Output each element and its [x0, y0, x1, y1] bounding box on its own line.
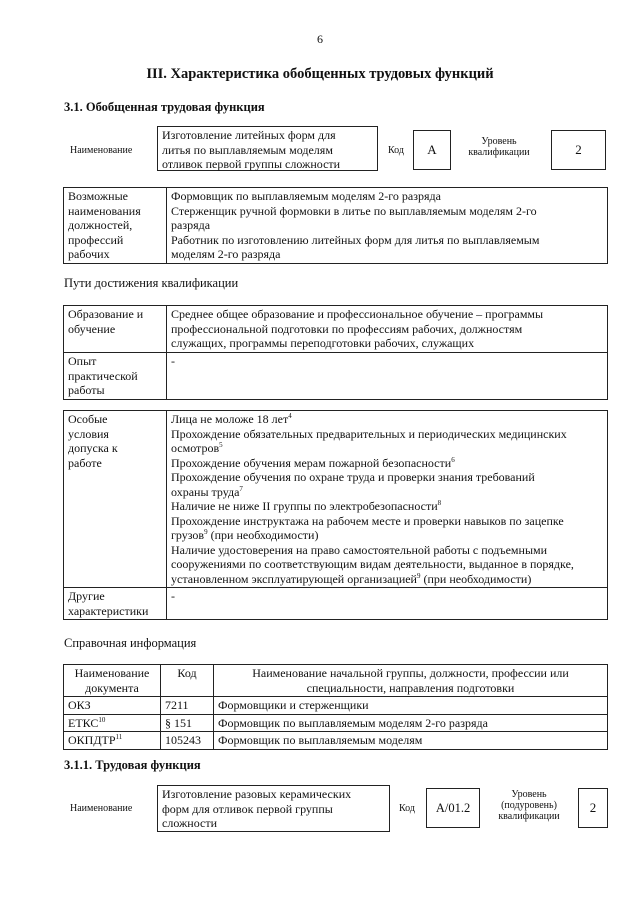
ref-code-cell: § 151 [161, 714, 214, 732]
reference-title: Справочная информация [64, 636, 197, 650]
condition-item-cont: осмотров$^5$ [171, 441, 223, 455]
gtf-name-box [157, 126, 378, 171]
gtf-name-line: литья по выплавляемым моделям [162, 142, 333, 157]
other-label-line: Другие [68, 589, 105, 603]
education-line: профессиональной подготовки по профессиям рабочих, должностям [171, 321, 523, 336]
positions-table [63, 187, 608, 264]
gtf-name-line: Изготовление литейных форм для [162, 128, 336, 142]
ref-header-name: Наименование начальной группы, должности, профессии или специальности, направления подготовки [214, 665, 608, 697]
experience-label-line: практической [68, 368, 138, 383]
positions-list [167, 188, 608, 264]
gtf-code-label: Код [388, 145, 404, 156]
positions-label-line: Возможные [68, 189, 128, 203]
gtf-level-box [551, 130, 606, 170]
tf-level-label-line: квалификации [498, 811, 560, 822]
tf-level-label-line: Уровень [511, 789, 547, 800]
table-row [64, 697, 608, 715]
conditions-label-line: Особые [68, 412, 108, 426]
other-label [64, 588, 167, 620]
conditions-list [167, 411, 608, 588]
position-item: Работник по изготовлению литейных форм для литья по выплавляемым [171, 232, 540, 247]
tf-heading: 3.1.1. Трудовая функция [64, 758, 201, 772]
condition-item: Наличие не ниже II группы по электробезопасности$^8$ [171, 499, 442, 513]
experience-label-line: работы [68, 383, 105, 397]
gtf-level-label [458, 136, 540, 158]
experience-label-line: Опыт [68, 354, 97, 368]
positions-label-line: рабочих [68, 247, 110, 261]
table-row [64, 714, 608, 732]
ref-code-cell: 7211 [161, 697, 214, 715]
education-line: Среднее общее образование и профессиональное обучение – программы [171, 307, 544, 321]
ref-doc-cell: ОКЗ [64, 697, 161, 715]
gtf-name-label: Наименование [70, 145, 133, 156]
ref-name-cell: Формовщик по выплавляемым моделям [214, 732, 608, 750]
ref-doc-cell: ОКПДТР$^{11}$ [64, 732, 161, 750]
gtf-heading: 3.1. Обобщенная трудовая функция [64, 100, 265, 114]
tf-level-box [578, 788, 608, 828]
tf-level-value: 2 [589, 800, 597, 815]
tf-name-line: сложности [162, 816, 218, 830]
tf-code-value: А/01.2 [435, 800, 471, 815]
reference-table [63, 664, 608, 750]
education-label-line: Образование и [68, 307, 144, 321]
ref-doc-cell: ЕТКС$^{10}$ [64, 714, 161, 732]
condition-item: Прохождение обучения мерам пожарной безопасности$^6$ [171, 455, 455, 470]
ref-header-code: Код [161, 665, 214, 697]
tf-level-label [488, 789, 570, 822]
gtf-level-value: 2 [575, 142, 582, 157]
condition-item-cont: охраны труда$^7$ [171, 484, 243, 499]
position-item-cont: моделям 2-го разряда [171, 247, 281, 261]
tf-name-line: форм для отливок первой группы [162, 801, 333, 816]
conditions-table [63, 410, 608, 620]
conditions-label-line: условия [68, 426, 109, 441]
gtf-level-label-line: квалификации [468, 147, 530, 158]
condition-item: Лица не моложе 18 лет$^4$ [171, 412, 292, 426]
experience-label [64, 353, 167, 400]
conditions-label-line: работе [68, 455, 102, 470]
paths-title: Пути достижения квалификации [64, 276, 239, 290]
other-label-line: характеристики [68, 603, 149, 618]
gtf-code-value: А [427, 142, 437, 157]
reference-header-row [64, 665, 608, 697]
position-item: Формовщик по выплавляемым моделям 2-го разряда [171, 189, 441, 203]
education-label-line: обучение [68, 321, 116, 336]
tf-name-box [157, 785, 390, 832]
condition-item-cont: сооружениями по соответствующим видам деятельности, выданное в порядке, [171, 557, 574, 571]
ref-name-cell: Формовщики и стерженщики [214, 697, 608, 715]
ref-header-doc: Наименование документа [64, 665, 161, 697]
positions-label-line: профессий [68, 232, 124, 247]
section-title: III. Характеристика обобщенных трудовых функций [146, 66, 494, 82]
table-row [64, 732, 608, 750]
gtf-code-box [413, 130, 451, 170]
conditions-label [64, 411, 167, 588]
ref-name-cell: Формовщик по выплавляемым моделям 2-го разряда [214, 714, 608, 732]
condition-item-cont: грузов$^9$ (при необходимости) [171, 528, 319, 542]
tf-code-box [426, 788, 480, 828]
page-number: 6 [317, 32, 323, 46]
condition-item: Прохождение обязательных предварительных и периодических медицинских [171, 426, 567, 441]
education-label [64, 306, 167, 353]
education-value [167, 306, 608, 353]
condition-item: Прохождение инструктажа на рабочем месте и проверки навыков по зацепке [171, 513, 564, 528]
position-item-cont: разряда [171, 218, 211, 232]
positions-label-line: должностей, [68, 218, 133, 232]
position-item: Стерженщик ручной формовки в литье по выплавляемым моделям 2-го [171, 203, 537, 218]
other-value: - [167, 588, 608, 620]
paths-table [63, 305, 608, 400]
condition-item-cont: установленном эксплуатирующей организацией$^9$ (при необходимости) [171, 571, 532, 586]
condition-item: Наличие удостоверения на право самостоятельной работы с подъемными [171, 542, 548, 557]
gtf-name-line: отливок первой группы сложности [162, 157, 341, 171]
positions-label [64, 188, 167, 264]
tf-level-label-line: (подуровень) [501, 800, 557, 811]
education-line: служащих, программы переподготовки рабочих, служащих [171, 336, 475, 350]
tf-name-label: Наименование [70, 803, 133, 814]
tf-name-line: Изготовление разовых керамических [162, 787, 352, 801]
experience-value: - [167, 353, 608, 400]
conditions-label-line: допуска к [68, 441, 118, 455]
condition-item: Прохождение обучения по охране труда и проверки знания требований [171, 470, 535, 484]
gtf-level-label-line: Уровень [481, 136, 517, 147]
positions-label-line: наименования [68, 203, 141, 218]
tf-code-label: Код [399, 803, 415, 814]
ref-code-cell: 105243 [161, 732, 214, 750]
